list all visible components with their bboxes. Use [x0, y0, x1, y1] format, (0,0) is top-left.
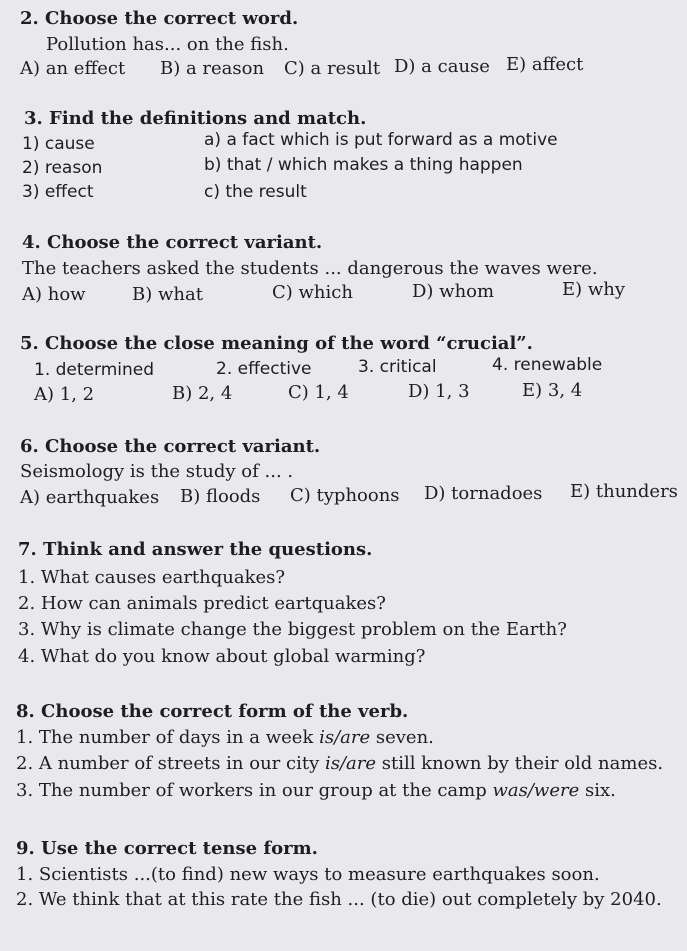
q4-option-c: C) which: [272, 282, 353, 303]
q4-option-e: E) why: [562, 279, 626, 300]
q7-question-4: 4. What do you know about global warming?: [18, 646, 426, 667]
q2-option-a: A) an effect: [20, 58, 126, 79]
q8-sentence-1: [16, 727, 434, 748]
q8-sentence-2: [16, 753, 663, 774]
q7-question-3: 3. Why is climate change the biggest problem on the Earth?: [18, 619, 567, 640]
q5-word-1: 1. determined: [34, 360, 154, 380]
q4-prompt: The teachers asked the students ... dangerous the waves were.: [22, 258, 598, 279]
q7-title: 7. Think and answer the questions.: [18, 539, 373, 560]
q6-option-a: A) earthquakes: [20, 487, 160, 508]
q4-option-a: A) how: [22, 284, 86, 305]
q8-s1-before: 1. The number of days in a week: [16, 727, 320, 748]
q2-option-e: E) affect: [506, 54, 584, 75]
q8-s3-choice: was/were: [492, 780, 580, 801]
q8-s1-choice: is/are: [319, 727, 371, 748]
q3-def-c: c) the result: [204, 182, 307, 202]
q5-option-e: E) 3, 4: [522, 380, 583, 401]
q4-option-d: D) whom: [412, 281, 495, 302]
q2-option-c: C) a result: [284, 58, 381, 79]
q5-word-3: 3. critical: [358, 357, 437, 377]
q5-option-b: B) 2, 4: [172, 383, 233, 404]
q3-term-2: 2) reason: [22, 158, 103, 178]
q9-sentence-1: 1. Scientists ...(to find) new ways to measure earthquakes soon.: [16, 864, 600, 885]
q5-option-a: A) 1, 2: [34, 384, 95, 405]
q9-title: 9. Use the correct tense form.: [16, 838, 318, 859]
q6-option-e: E) thunders: [570, 481, 678, 502]
q6-option-d: D) tornadoes: [424, 483, 543, 504]
q8-sentence-3: [16, 780, 616, 801]
q8-title: 8. Choose the correct form of the verb.: [16, 701, 409, 722]
q3-def-b: b) that / which makes a thing happen: [204, 155, 523, 175]
q3-def-a: a) a fact which is put forward as a motive: [204, 130, 558, 150]
q5-word-2: 2. effective: [216, 359, 312, 379]
q2-prompt: Pollution has... on the fish.: [46, 34, 289, 55]
q3-term-3: 3) effect: [22, 182, 94, 202]
q4-title: 4. Choose the correct variant.: [22, 232, 323, 253]
q6-option-b: B) floods: [180, 486, 261, 507]
q3-term-1: 1) cause: [22, 134, 95, 154]
q8-s3-after: six.: [579, 780, 616, 801]
q7-question-1: 1. What causes earthquakes?: [18, 567, 286, 588]
q6-prompt: Seismology is the study of ... .: [20, 461, 294, 482]
q8-s3-before: 3. The number of workers in our group at the camp: [16, 780, 493, 801]
q7-question-2: 2. How can animals predict eartquakes?: [18, 593, 386, 614]
q9-sentence-2: 2. We think that at this rate the fish ... (to die) out completely by 2040.: [16, 889, 662, 910]
q2-option-b: B) a reason: [160, 58, 265, 79]
q3-title: 3. Find the definitions and match.: [24, 108, 367, 129]
q2-option-d: D) a cause: [394, 56, 490, 77]
q6-option-c: C) typhoons: [290, 485, 400, 506]
q6-title: 6. Choose the correct variant.: [20, 436, 321, 457]
q8-s1-after: seven.: [370, 727, 434, 748]
q8-s2-before: 2. A number of streets in our city: [16, 753, 325, 774]
q2-title: 2. Choose the correct word.: [20, 8, 299, 29]
q8-s2-choice: is/are: [324, 753, 376, 774]
q8-s2-after: still known by their old names.: [376, 753, 664, 774]
q5-option-d: D) 1, 3: [408, 381, 470, 402]
q5-option-c: C) 1, 4: [288, 382, 349, 403]
q5-title: 5. Choose the close meaning of the word “crucial”.: [20, 333, 533, 354]
q4-option-b: B) what: [132, 284, 203, 305]
q5-word-4: 4. renewable: [492, 355, 603, 375]
